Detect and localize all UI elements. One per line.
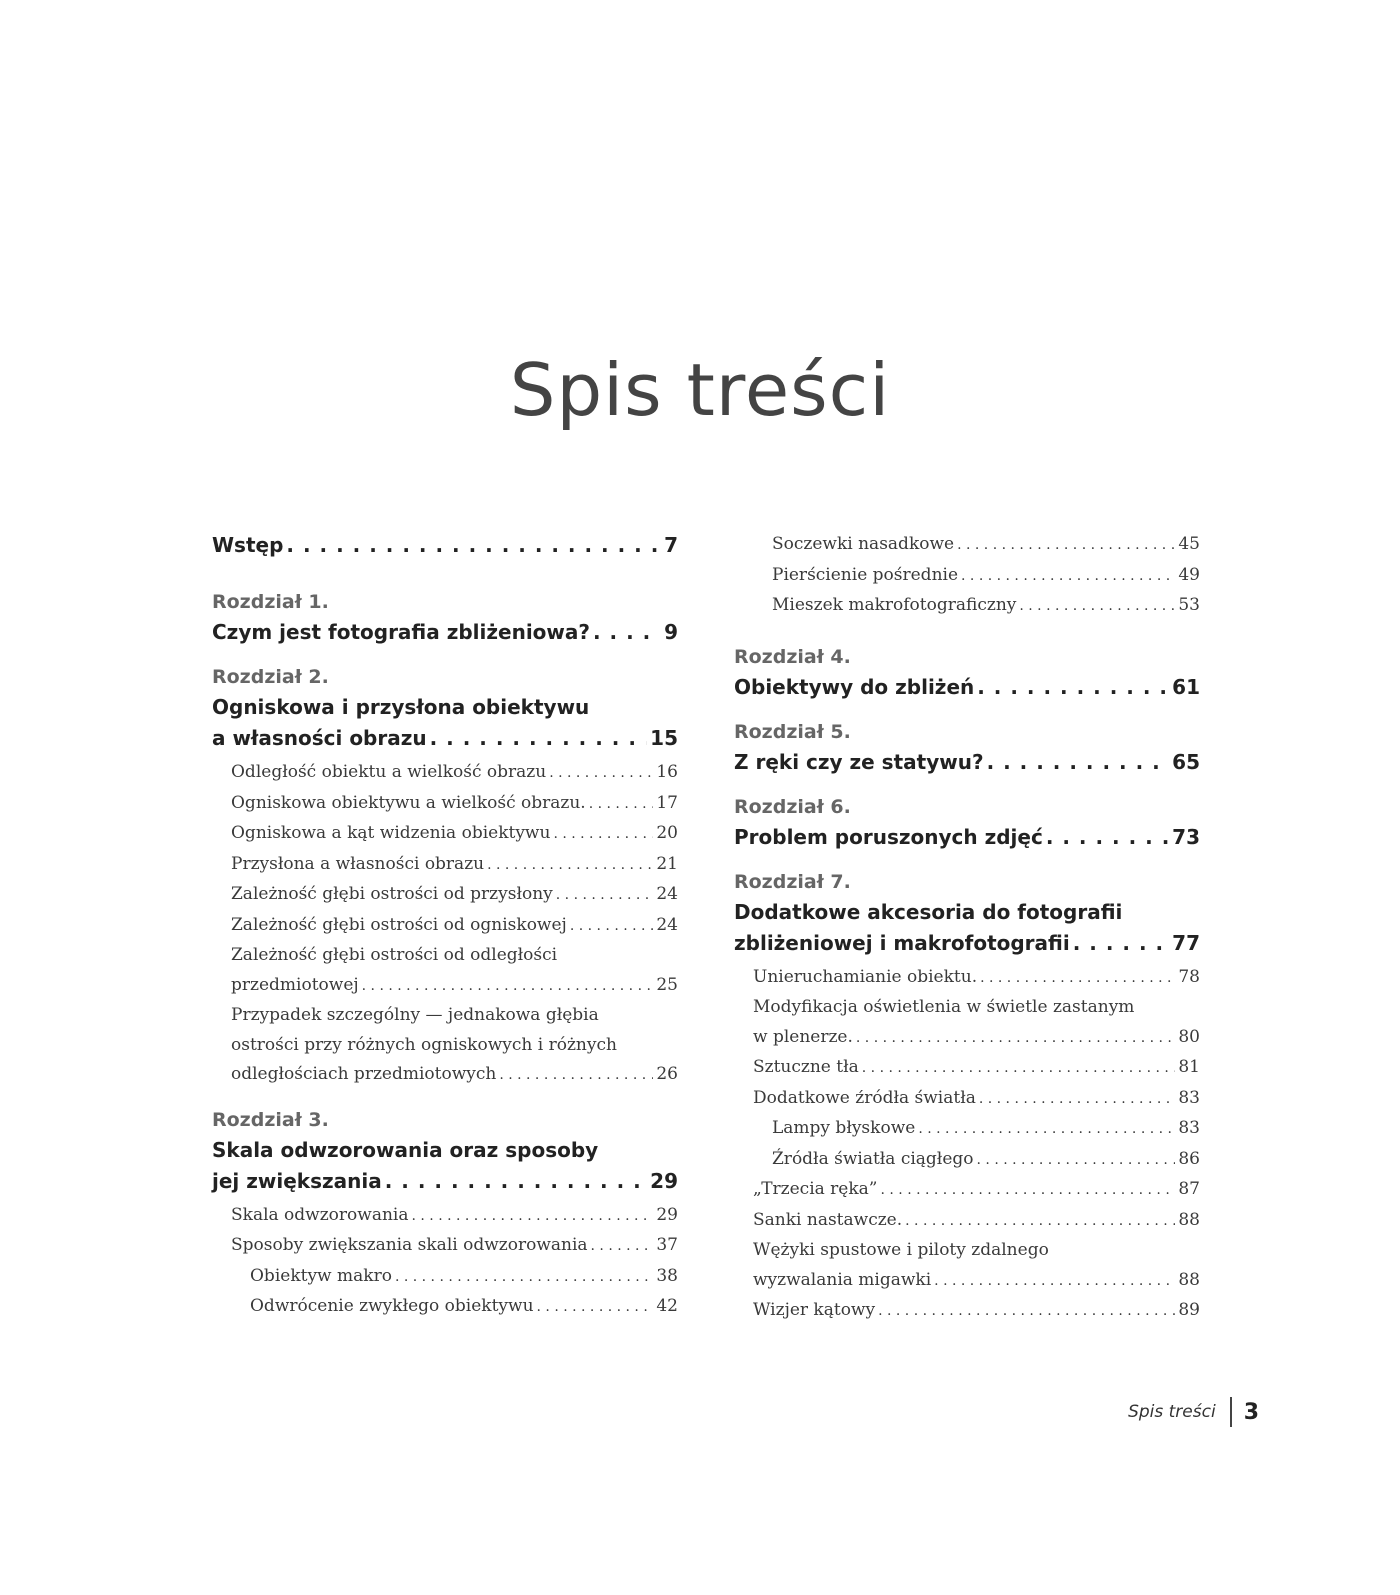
toc-subentry[interactable] — [753, 561, 1200, 592]
footer-divider — [1230, 1397, 1232, 1427]
toc-subentry-line: Modyfikacja oświetlenia w świetle zastanym — [753, 997, 1135, 1017]
chapter-label: Rozdział 4. — [734, 645, 851, 668]
dot-leader — [905, 1206, 1175, 1237]
toc-subentry-page: 88 — [1178, 1209, 1200, 1230]
chapter-entry-text: a własności obrazu — [212, 726, 427, 750]
toc-subentry-page: 45 — [1178, 534, 1200, 554]
dot-leader — [556, 880, 654, 911]
chapter-title-line: Dodatkowe akcesoria do fotografii — [734, 899, 1123, 924]
toc-subentry[interactable] — [231, 819, 678, 850]
dot-leader — [537, 1292, 654, 1323]
chapter-entry-text: Obiektywy do zbliżeń — [734, 674, 975, 699]
toc-subentry[interactable] — [753, 530, 1200, 561]
toc-subentry-page: 80 — [1178, 1026, 1200, 1047]
toc-subentry-line: Zależność głębi ostrości od odległości — [231, 945, 558, 965]
dot-leader — [878, 1296, 1175, 1327]
dot-leader — [286, 530, 661, 561]
toc-subentry-page: 89 — [1178, 1300, 1200, 1320]
dot-leader — [918, 1114, 1175, 1145]
chapter-label: Rozdział 5. — [734, 720, 851, 743]
dot-leader — [549, 758, 653, 789]
dot-leader — [591, 1231, 654, 1262]
chapter-entry-text: jej zwiększania — [212, 1168, 382, 1193]
chapter-title-line: Ogniskowa i przysłona obiektywu — [212, 695, 590, 719]
dot-leader — [570, 911, 654, 942]
toc-subentry-page: 37 — [656, 1235, 678, 1255]
toc-subentry-line: Wężyki spustowe i piloty zdalnego — [753, 1240, 1049, 1260]
chapter-entry[interactable] — [734, 822, 1200, 853]
dot-leader — [979, 1084, 1176, 1115]
dot-leader — [987, 747, 1170, 778]
toc-subentry-text: „Trzecia ręka” — [753, 1179, 878, 1199]
dot-leader — [980, 963, 1175, 994]
toc-subentry-text: Źródła światła ciągłego — [772, 1148, 974, 1169]
chapter-entry[interactable] — [212, 1166, 678, 1197]
chapter-entry[interactable] — [734, 672, 1200, 703]
toc-subentry-text: Odległość obiektu a wielkość obrazu — [231, 762, 547, 782]
toc-subentry[interactable] — [753, 1084, 1200, 1115]
toc-subentry-text: Obiektyw makro — [250, 1265, 392, 1286]
toc-subentry-text: Soczewki nasadkowe — [772, 534, 955, 554]
dot-leader — [961, 561, 1175, 592]
toc-subentry-text: Ogniskowa a kąt widzenia obiektywu — [231, 823, 551, 843]
toc-subentry-text: przedmiotowej — [231, 974, 359, 995]
toc-subentry-page: 26 — [656, 1064, 678, 1084]
toc-subentry-page: 42 — [656, 1296, 678, 1316]
toc-subentry-text: Pierścienie pośrednie — [772, 564, 959, 585]
dot-leader — [395, 1262, 653, 1293]
dot-leader — [553, 819, 653, 850]
toc-subentry-page: 38 — [656, 1265, 678, 1286]
toc-subentry-text: Przysłona a własności obrazu — [231, 853, 485, 874]
toc-chapter — [212, 530, 678, 561]
toc-subentry-text: Mieszek makrofotograficzny — [772, 595, 1017, 615]
page-number: 3 — [1243, 1399, 1259, 1425]
toc-subentry-line: ostrości przy różnych ogniskowych i różnych — [231, 1034, 617, 1055]
toc-subentry-line: Przypadek szczególny — jednakowa głębia — [231, 1005, 599, 1025]
toc-subentry-page: 78 — [1178, 966, 1200, 987]
chapter-entry[interactable] — [734, 928, 1200, 959]
toc-subentry[interactable] — [231, 1060, 678, 1091]
toc-subentry[interactable] — [753, 1266, 1200, 1297]
toc-subentry-page: 86 — [1178, 1148, 1200, 1169]
dot-leader — [1019, 591, 1175, 622]
dot-leader — [412, 1201, 654, 1232]
toc-subentry-text: odległościach przedmiotowych — [231, 1064, 497, 1084]
toc-chapter — [734, 867, 1200, 1327]
dot-leader — [499, 1060, 653, 1091]
toc-chapter — [734, 717, 1200, 778]
dot-leader — [977, 1145, 1176, 1176]
toc-subentry[interactable] — [753, 1145, 1200, 1176]
toc-subentry-text: Sanki nastawcze. — [753, 1209, 903, 1230]
chapter-entry-text: Czym jest fotografia zbliżeniowa? — [212, 620, 590, 644]
toc-subentry[interactable] — [753, 1114, 1200, 1145]
chapter-entry[interactable] — [212, 723, 678, 754]
toc-subentry[interactable] — [231, 850, 678, 881]
dot-leader — [589, 789, 654, 820]
toc-chapter — [734, 792, 1200, 853]
toc-subentry[interactable] — [231, 1201, 678, 1232]
dot-leader — [1073, 928, 1169, 959]
toc-subentry-page: 20 — [656, 823, 678, 843]
toc-subentry[interactable] — [753, 1206, 1200, 1237]
toc-subentry[interactable] — [231, 789, 678, 820]
toc-right-column — [734, 530, 1200, 1341]
dot-leader — [977, 672, 1169, 703]
dot-leader — [934, 1266, 1175, 1297]
toc-subentry-text: Dodatkowe źródła światła — [753, 1087, 976, 1108]
dot-leader — [385, 1166, 647, 1197]
toc-subentry[interactable] — [753, 1023, 1200, 1054]
chapter-entry-page: 15 — [650, 726, 678, 750]
chapter-entry-page: 65 — [1172, 749, 1200, 774]
chapter-label: Rozdział 6. — [734, 795, 851, 818]
toc-subentry-text: w plenerze. — [753, 1026, 853, 1047]
toc-subentry[interactable] — [231, 758, 678, 789]
toc-subentries — [212, 1201, 678, 1323]
toc-subentry-page: 29 — [656, 1204, 678, 1225]
page-title: Spis treści — [509, 348, 891, 433]
chapter-entry[interactable] — [212, 530, 678, 561]
dot-leader — [487, 850, 653, 881]
toc-subentry[interactable] — [231, 1231, 678, 1262]
toc-subentry-text: wyzwalania migawki — [753, 1269, 932, 1290]
toc-chapter — [734, 642, 1200, 703]
toc-subentry-page: 81 — [1178, 1057, 1200, 1077]
toc-chapter — [212, 1105, 678, 1323]
toc-subentry-page: 24 — [656, 884, 678, 904]
chapter-entry-text: zbliżeniowej i makrofotografii — [734, 930, 1070, 955]
chapter-entry[interactable] — [734, 747, 1200, 778]
toc-subentry[interactable] — [231, 1292, 678, 1323]
chapter-entry-page: 61 — [1172, 674, 1200, 699]
dot-leader — [362, 971, 654, 1002]
toc-subentry-text: Lampy błyskowe — [772, 1118, 916, 1138]
dot-leader — [1046, 822, 1169, 853]
toc-subentry-page: 83 — [1178, 1087, 1200, 1108]
toc-subentry-page: 17 — [656, 792, 678, 813]
chapter-entry-text: Z ręki czy ze statywu? — [734, 749, 984, 774]
dot-leader — [856, 1023, 1175, 1054]
chapter-entry-page: 73 — [1172, 824, 1200, 849]
toc-subentry-page: 53 — [1178, 595, 1200, 615]
chapter-entry-text: Problem poruszonych zdjęć — [734, 824, 1043, 849]
chapter-label: Rozdział 2. — [212, 666, 329, 688]
toc-subentry-text: Wizjer kątowy — [753, 1300, 876, 1320]
toc-subentry[interactable] — [753, 1175, 1200, 1206]
toc-subentry-page: 49 — [1178, 564, 1200, 585]
toc-subentry-page: 16 — [656, 762, 678, 782]
toc-subentry[interactable] — [231, 971, 678, 1002]
toc-subentry-page: 87 — [1178, 1179, 1200, 1199]
toc-subentry-text: Zależność głębi ostrości od ogniskowej — [231, 914, 567, 935]
toc-subentry[interactable] — [231, 911, 678, 942]
chapter-title-line: Skala odwzorowania oraz sposoby — [212, 1137, 599, 1162]
dot-leader — [593, 617, 661, 648]
toc-subentry-page: 24 — [656, 914, 678, 935]
chapter-label: Rozdział 3. — [212, 1108, 329, 1131]
chapter-label: Rozdział 7. — [734, 870, 851, 893]
toc-subentries — [212, 758, 678, 1091]
toc-left-column — [212, 530, 678, 1337]
dot-leader — [862, 1053, 1176, 1084]
chapter-entry-page: 77 — [1172, 930, 1200, 955]
toc-continued-subentries — [734, 530, 1200, 622]
toc-chapter — [212, 587, 678, 648]
toc-subentry-page: 83 — [1178, 1118, 1200, 1138]
dot-leader — [881, 1175, 1176, 1206]
dot-leader — [430, 723, 648, 754]
toc-subentry-page: 21 — [656, 853, 678, 874]
toc-subentry[interactable] — [753, 1053, 1200, 1084]
chapter-entry-text: Wstęp — [212, 533, 284, 557]
chapter-entry-page: 9 — [664, 620, 678, 644]
toc-subentry[interactable] — [753, 591, 1200, 622]
toc-subentry-text: Sztuczne tła — [753, 1057, 859, 1077]
toc-subentry-text: Skala odwzorowania — [231, 1204, 409, 1225]
toc-subentry-text: Sposoby zwiększania skali odwzorowania — [231, 1235, 588, 1255]
toc-subentry-text: Zależność głębi ostrości od przysłony — [231, 884, 553, 904]
chapter-entry-page: 29 — [650, 1168, 678, 1193]
page-footer — [1100, 1394, 1260, 1430]
toc-subentry-text: Unieruchamianie obiektu. — [753, 966, 978, 987]
toc-subentry[interactable] — [231, 880, 678, 911]
chapter-entry-page: 7 — [664, 533, 678, 557]
toc-subentry-page: 88 — [1178, 1269, 1200, 1290]
chapter-entry[interactable] — [212, 617, 678, 648]
toc-subentry[interactable] — [231, 1262, 678, 1293]
running-footer-title: Spis treści — [1128, 1402, 1216, 1422]
toc-subentry[interactable] — [753, 1296, 1200, 1327]
dot-leader — [957, 530, 1175, 561]
toc-subentry-page: 25 — [656, 974, 678, 995]
toc-subentries — [734, 963, 1200, 1327]
toc-subentry[interactable] — [753, 963, 1200, 994]
toc-chapter — [212, 662, 678, 1091]
toc-subentry-text: Ogniskowa obiektywu a wielkość obrazu. — [231, 792, 586, 813]
toc-subentry-text: Odwrócenie zwykłego obiektywu — [250, 1296, 534, 1316]
chapter-label: Rozdział 1. — [212, 591, 329, 613]
